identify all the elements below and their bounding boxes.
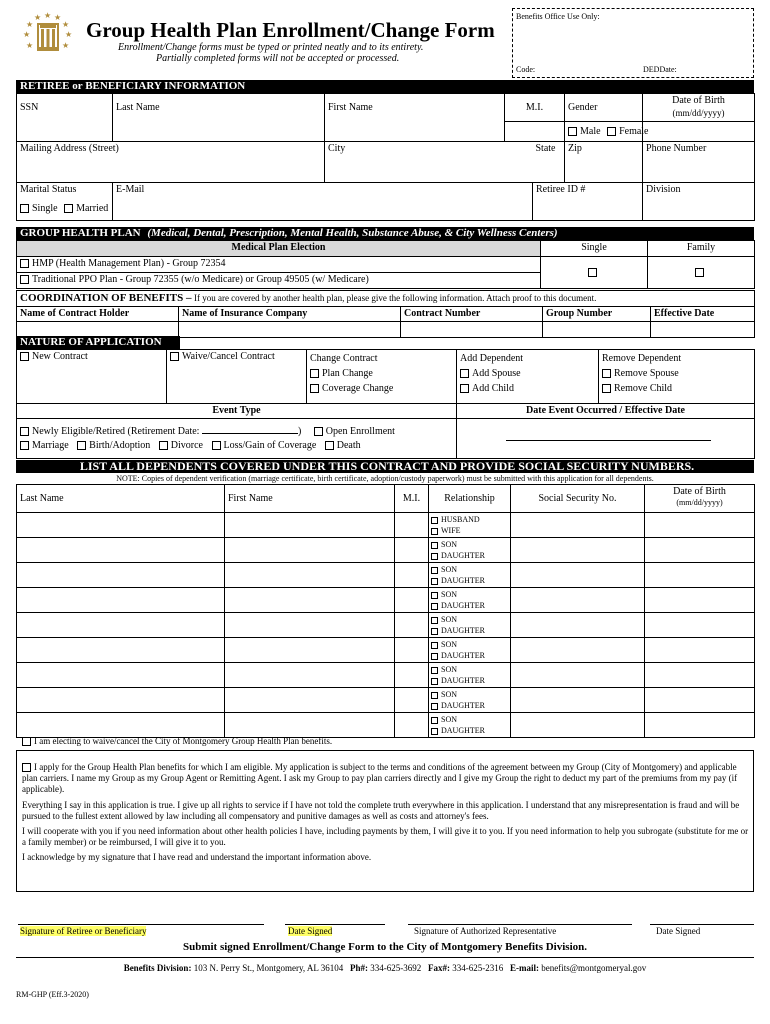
marriage-label: Marriage [32, 440, 69, 451]
dep-mi-field[interactable] [395, 513, 429, 538]
dep-dob-field[interactable] [645, 513, 755, 538]
rel-option-1-label: SON [441, 690, 458, 699]
retiree-id-field[interactable] [533, 197, 643, 221]
form-subtitle-1: Enrollment/Change forms must be typed or printed neatly and to its entirety. [118, 42, 424, 53]
coverage-change-label: Coverage Change [322, 383, 394, 394]
fax-label: Fax#: [428, 963, 451, 973]
plan-single-label: Single [541, 241, 648, 257]
rel-option-2-label: DAUGHTER [441, 651, 485, 660]
dependents-table [16, 484, 755, 738]
state-label: State [533, 142, 565, 157]
rel-option-1-checkbox[interactable] [431, 617, 438, 624]
rel-option-1-label: SON [441, 665, 458, 674]
svg-text:★: ★ [23, 30, 31, 39]
svg-text:★: ★ [44, 11, 52, 20]
rel-option-2-checkbox[interactable] [431, 728, 438, 735]
group-number-field[interactable] [543, 322, 651, 338]
nature-section-header: NATURE OF APPLICATION [16, 336, 180, 349]
dependent-row [17, 588, 755, 613]
ppo-label: Traditional PPO Plan - Group 72355 (w/o Medicare) or Group 49505 (w/ Medicare) [32, 274, 369, 285]
group-number-label: Group Number [543, 307, 651, 322]
rel-option-2-checkbox[interactable] [431, 578, 438, 585]
rel-option-2-label: DAUGHTER [441, 626, 485, 635]
add-spouse-label: Add Spouse [472, 368, 521, 379]
male-label: Male [580, 126, 601, 137]
svg-text:★: ★ [34, 13, 42, 22]
first-name-label: First Name [325, 94, 505, 122]
nature-table [16, 349, 755, 459]
dep-ssn-field[interactable] [511, 663, 645, 688]
mi-label: M.I. [505, 94, 565, 122]
rel-option-2-checkbox[interactable] [431, 628, 438, 635]
retiree-signature-label: Signature of Retiree or Beneficiary [20, 926, 147, 936]
married-checkbox[interactable] [64, 204, 73, 213]
divorce-checkbox[interactable] [159, 441, 168, 450]
rel-option-1-label: SON [441, 590, 458, 599]
retirement-date-field[interactable] [202, 425, 298, 434]
loss-gain-checkbox[interactable] [212, 441, 221, 450]
rel-option-1-label: SON [441, 565, 458, 574]
zip-label: Zip [565, 142, 643, 157]
dependents-note: NOTE: Copies of dependent verification (marriage certificate, birth certificate, adoption/custody paperwork) must be submitted with this application for all dependents. [116, 474, 654, 483]
date-signed-label-2: Date Signed [656, 926, 701, 936]
plan-change-label: Plan Change [322, 368, 373, 379]
close-paren: ) [297, 426, 302, 437]
dependent-row [17, 663, 755, 688]
effective-date-field[interactable] [651, 322, 755, 338]
dep-dob-label [645, 485, 755, 513]
rel-option-2-checkbox[interactable] [431, 528, 438, 535]
dob-format: (mm/dd/yyyy) [672, 108, 725, 118]
city-label: City [325, 142, 533, 157]
dep-first-name-field[interactable] [225, 613, 395, 638]
address-label: Mailing Address (Street) [17, 142, 325, 157]
rel-option-1-label: SON [441, 715, 458, 724]
dep-mi-field[interactable] [395, 613, 429, 638]
rel-option-2-checkbox[interactable] [431, 653, 438, 660]
footer-contact [16, 963, 754, 973]
dep-mi-field[interactable] [395, 663, 429, 688]
dep-ssn-field[interactable] [511, 588, 645, 613]
first-name-field[interactable] [325, 122, 505, 142]
plan-change-checkbox[interactable] [310, 369, 319, 378]
open-enrollment-label: Open Enrollment [325, 426, 395, 437]
retiree-signature-line[interactable] [18, 924, 264, 925]
change-contract-group [307, 350, 457, 404]
remove-spouse-label: Remove Spouse [614, 368, 679, 379]
remove-dependent-group [599, 350, 755, 404]
rel-option-2-checkbox[interactable] [431, 703, 438, 710]
waive-label: Waive/Cancel Contract [182, 351, 275, 362]
birth-checkbox[interactable] [77, 441, 86, 450]
form-title: Group Health Plan Enrollment/Change Form [86, 18, 495, 42]
date-signed-line-2[interactable] [650, 924, 754, 925]
rel-option-2-label: DAUGHTER [441, 701, 485, 710]
dep-mi-field[interactable] [395, 688, 429, 713]
medical-plan-election-label: Medical Plan Election [17, 241, 541, 257]
truth-statement: Everything I say in this application is true. I give up all rights to service if I have not told the complete truth everywhere in this application. I understand that any misrepresentation is fraud and will be pursued to the fullest extent allowed by law including all compensatory and punitive damages as well as costs and attorney's fees. [22, 800, 740, 821]
retiree-id-label: Retiree ID # [533, 182, 643, 197]
dep-mi-label: M.I. [395, 485, 429, 513]
rel-option-1-label: HUSBAND [441, 515, 480, 524]
email-field[interactable] [113, 197, 533, 221]
phone-label: Ph#: [350, 963, 369, 973]
dependents-header: LIST ALL DEPENDENTS COVERED UNDER THIS CONTRACT AND PROVIDE SOCIAL SECURITY NUMBERS. [16, 460, 754, 473]
apply-statement [22, 762, 752, 795]
dep-mi-field[interactable] [395, 538, 429, 563]
rel-option-2-label: DAUGHTER [441, 676, 485, 685]
division-label: Benefits Division: [123, 963, 192, 973]
death-label: Death [336, 440, 361, 451]
waive-statement-text: I am electing to waive/cancel the City of Montgomery Group Health Plan benefits. [34, 736, 333, 746]
dep-ssn-field[interactable] [511, 563, 645, 588]
footer-divider [16, 957, 754, 958]
dep-last-name-field[interactable] [17, 588, 225, 613]
dep-relationship-cell [429, 688, 511, 713]
newly-eligible-checkbox[interactable] [20, 427, 29, 436]
married-label: Married [76, 202, 109, 214]
cob-title: COORDINATION OF BENEFITS – [20, 292, 192, 304]
dep-last-name-field[interactable] [17, 513, 225, 538]
email-label: E-mail: [510, 963, 540, 973]
dep-dob-field[interactable] [645, 538, 755, 563]
ded-date-label: DEDDate: [643, 65, 677, 74]
ssn-field[interactable] [17, 122, 113, 142]
dep-last-name-field[interactable] [17, 613, 225, 638]
code-label: Code: [516, 65, 536, 74]
dep-relationship-cell [429, 513, 511, 538]
dep-relationship-cell [429, 538, 511, 563]
rel-option-2-checkbox[interactable] [431, 553, 438, 560]
dob-title: Date of Birth [672, 95, 725, 106]
division-label: Division [643, 182, 755, 197]
new-contract-checkbox[interactable] [20, 352, 29, 361]
dep-dob-field[interactable] [645, 638, 755, 663]
dep-dob-format: (mm/dd/yyyy) [676, 498, 723, 507]
fax-number: 334-625-2316 [452, 963, 504, 973]
single-coverage-cell [541, 257, 648, 289]
male-checkbox[interactable] [568, 127, 577, 136]
coverage-change-checkbox[interactable] [310, 384, 319, 393]
ppo-option [17, 273, 541, 289]
marital-options [17, 197, 113, 221]
hmp-option [17, 257, 541, 273]
dep-dob-field[interactable] [645, 688, 755, 713]
dependent-row [17, 638, 755, 663]
last-name-label: Last Name [113, 94, 325, 122]
dep-ssn-label: Social Security No. [511, 485, 645, 513]
dep-first-name-field[interactable] [225, 638, 395, 663]
insurance-company-field[interactable] [179, 322, 401, 338]
family-coverage-checkbox[interactable] [695, 268, 704, 277]
hmp-checkbox[interactable] [20, 259, 29, 268]
waive-checkbox[interactable] [170, 352, 179, 361]
gender-label: Gender [565, 94, 643, 122]
rel-option-1-checkbox[interactable] [431, 542, 438, 549]
waive-statement [22, 736, 752, 747]
dep-first-name-field[interactable] [225, 588, 395, 613]
open-enrollment-checkbox[interactable] [314, 427, 323, 436]
rel-option-1-label: SON [441, 540, 458, 549]
rel-option-1-checkbox[interactable] [431, 692, 438, 699]
divorce-label: Divorce [170, 440, 203, 451]
event-type-label: Event Type [17, 404, 457, 419]
dependent-row [17, 713, 755, 738]
dep-first-name-label: First Name [225, 485, 395, 513]
dep-mi-field[interactable] [395, 588, 429, 613]
remove-child-label: Remove Child [614, 383, 673, 394]
rel-option-1-checkbox[interactable] [431, 642, 438, 649]
rel-option-1-label: SON [441, 640, 458, 649]
apply-text: I apply for the Group Health Plan benefits for which I am eligible. My application is subject to the terms and conditions of the agreement between my Group (City of Montgomery) and applicable plan carriers. I name my Group as my Group Agent or Remitting Agent. I ask my Group to pay plan carriers directly and I give my Group the right to deduct my part of the premiums from my pay (if applicable). [22, 762, 738, 794]
phone-number: 334-625-3692 [370, 963, 422, 973]
dep-relationship-cell [429, 613, 511, 638]
rep-signature-line[interactable] [408, 924, 632, 925]
rel-option-2-label: DAUGHTER [441, 601, 485, 610]
dep-last-name-field[interactable] [17, 538, 225, 563]
form-id: RM-GHP (Eff.3-2020) [16, 990, 89, 999]
office-use-label: Benefits Office Use Only: [516, 12, 600, 21]
add-dependent-label: Add Dependent [460, 353, 524, 364]
dep-dob-field[interactable] [645, 713, 755, 738]
rel-option-1-checkbox[interactable] [431, 717, 438, 724]
dep-last-name-field[interactable] [17, 713, 225, 738]
dob-field[interactable] [643, 122, 755, 142]
dependent-row [17, 688, 755, 713]
single-checkbox[interactable] [20, 204, 29, 213]
dep-first-name-field[interactable] [225, 563, 395, 588]
dep-relationship-cell [429, 713, 511, 738]
rep-signature-label: Signature of Authorized Representative [414, 926, 557, 936]
new-contract-option [17, 350, 167, 404]
birth-label: Birth/Adoption [89, 440, 151, 451]
rel-option-2-label: WIFE [441, 526, 461, 535]
contract-number-field[interactable] [401, 322, 543, 338]
cooperate-statement: I will cooperate with you if you need information about other health policies I have, including payments by them, I will give it to you. If you need information to help you subrogate (substitute for me or a family member) or be reimbursed, I will give it to you. [22, 826, 749, 847]
phone-field[interactable] [643, 156, 755, 182]
svg-text:★: ★ [26, 41, 34, 50]
dep-last-name-field[interactable] [17, 663, 225, 688]
gender-options [565, 122, 649, 142]
dep-dob-field[interactable] [645, 563, 755, 588]
new-contract-label: New Contract [32, 351, 88, 362]
svg-text:★: ★ [62, 41, 70, 50]
waive-statement-checkbox[interactable] [22, 737, 31, 746]
female-label: Female [619, 126, 649, 137]
dep-relationship-cell [429, 638, 511, 663]
svg-text:★: ★ [54, 13, 62, 22]
change-contract-label: Change Contract [310, 353, 378, 364]
dep-dob-field[interactable] [645, 613, 755, 638]
rel-option-1-label: SON [441, 615, 458, 624]
dep-last-name-field[interactable] [17, 688, 225, 713]
dep-relationship-label: Relationship [429, 485, 511, 513]
event-date-field[interactable] [457, 419, 755, 459]
plan-section-header [16, 227, 754, 240]
loss-gain-label: Loss/Gain of Coverage [223, 440, 317, 451]
death-checkbox[interactable] [325, 441, 334, 450]
division-address: 103 N. Perry St., Montgomery, AL 36104 [193, 963, 344, 973]
dep-relationship-cell [429, 663, 511, 688]
svg-text:★: ★ [26, 20, 34, 29]
dep-first-name-field[interactable] [225, 538, 395, 563]
date-signed-label-1: Date Signed [288, 926, 333, 936]
dep-ssn-field[interactable] [511, 613, 645, 638]
dep-first-name-field[interactable] [225, 688, 395, 713]
apply-checkbox[interactable] [22, 763, 31, 772]
remove-child-checkbox[interactable] [602, 384, 611, 393]
city-seal-logo [22, 10, 74, 62]
dep-ssn-field[interactable] [511, 513, 645, 538]
svg-text:★: ★ [65, 30, 73, 39]
svg-text:★: ★ [62, 20, 70, 29]
dep-ssn-field[interactable] [511, 538, 645, 563]
ppo-checkbox[interactable] [20, 275, 29, 284]
dependent-row [17, 613, 755, 638]
retiree-table [16, 93, 755, 221]
dep-ssn-field[interactable] [511, 688, 645, 713]
add-child-label: Add Child [472, 383, 514, 394]
newly-eligible-label: Newly Eligible/Retired (Retirement Date: [32, 426, 200, 437]
hmp-label: HMP (Health Management Plan) - Group 72354 [32, 258, 226, 269]
plan-section-note: (Medical, Dental, Prescription, Mental Health, Substance Abuse, & City Wellness Centers) [147, 227, 558, 239]
dep-last-name-label: Last Name [17, 485, 225, 513]
waive-option [167, 350, 307, 404]
cob-header [17, 291, 755, 307]
plan-family-label: Family [648, 241, 755, 257]
dep-ssn-field[interactable] [511, 713, 645, 738]
contract-number-label: Contract Number [401, 307, 543, 322]
rel-option-1-checkbox[interactable] [431, 567, 438, 574]
rel-option-2-label: DAUGHTER [441, 726, 485, 735]
dependent-row [17, 513, 755, 538]
ssn-label: SSN [17, 94, 113, 122]
mi-field[interactable] [505, 122, 565, 142]
submit-instruction: Submit signed Enrollment/Change Form to the City of Montgomery Benefits Division. [182, 941, 588, 953]
dependent-row [17, 538, 755, 563]
form-subtitle-2: Partially completed forms will not be accepted or processed. [156, 53, 400, 64]
cob-table [16, 290, 755, 338]
dependent-row [17, 563, 755, 588]
add-spouse-checkbox[interactable] [460, 369, 469, 378]
last-name-field[interactable] [113, 122, 325, 142]
division-field[interactable] [643, 197, 755, 221]
dep-first-name-field[interactable] [225, 663, 395, 688]
dep-first-name-field[interactable] [225, 513, 395, 538]
add-dependent-group [457, 350, 599, 404]
contract-holder-label: Name of Contract Holder [17, 307, 179, 322]
city-state-field[interactable] [325, 156, 565, 182]
dob-label [643, 94, 755, 122]
remove-spouse-checkbox[interactable] [602, 369, 611, 378]
phone-label: Phone Number [643, 142, 755, 157]
retiree-section-header: RETIREE or BENEFICIARY INFORMATION [16, 80, 754, 93]
cob-note: If you are covered by another health plan, please give the following information. Attach proof to this document. [193, 293, 597, 303]
rel-option-2-label: DAUGHTER [441, 576, 485, 585]
office-use-box [512, 8, 754, 78]
rel-option-1-checkbox[interactable] [431, 592, 438, 599]
effective-date-label: Effective Date [651, 307, 755, 322]
dep-last-name-field[interactable] [17, 638, 225, 663]
rel-option-1-checkbox[interactable] [431, 517, 438, 524]
dep-dob-field[interactable] [645, 663, 755, 688]
marriage-checkbox[interactable] [20, 441, 29, 450]
dep-first-name-field[interactable] [225, 713, 395, 738]
dep-ssn-field[interactable] [511, 638, 645, 663]
dep-last-name-field[interactable] [17, 563, 225, 588]
email-label: E-Mail [113, 182, 533, 197]
rel-option-2-checkbox[interactable] [431, 678, 438, 685]
dep-dob-field[interactable] [645, 588, 755, 613]
rel-option-1-checkbox[interactable] [431, 667, 438, 674]
acknowledge-statement: I acknowledge by my signature that I have read and understand the important information above. [22, 852, 372, 862]
family-coverage-cell [648, 257, 755, 289]
insurance-company-label: Name of Insurance Company [179, 307, 401, 322]
plan-section-title: GROUP HEALTH PLAN [20, 227, 141, 239]
event-type-options [17, 419, 457, 459]
dep-relationship-cell [429, 588, 511, 613]
single-coverage-checkbox[interactable] [588, 268, 597, 277]
single-label: Single [32, 202, 58, 214]
dep-relationship-cell [429, 563, 511, 588]
dep-dob-title: Date of Birth [673, 486, 726, 497]
dep-mi-field[interactable] [395, 713, 429, 738]
plan-table [16, 240, 755, 289]
email-link[interactable]: benefits@montgomeryal.gov [541, 963, 647, 973]
rel-option-2-label: DAUGHTER [441, 551, 485, 560]
remove-dependent-label: Remove Dependent [602, 353, 682, 364]
rel-option-2-checkbox[interactable] [431, 603, 438, 610]
dep-mi-field[interactable] [395, 638, 429, 663]
dep-mi-field[interactable] [395, 563, 429, 588]
event-date-label: Date Event Occurred / Effective Date [457, 404, 755, 419]
marital-label: Marital Status [17, 182, 113, 197]
add-child-checkbox[interactable] [460, 384, 469, 393]
address-field[interactable] [17, 156, 325, 182]
zip-field[interactable] [565, 156, 643, 182]
female-checkbox[interactable] [607, 127, 616, 136]
date-signed-line-1[interactable] [285, 924, 385, 925]
